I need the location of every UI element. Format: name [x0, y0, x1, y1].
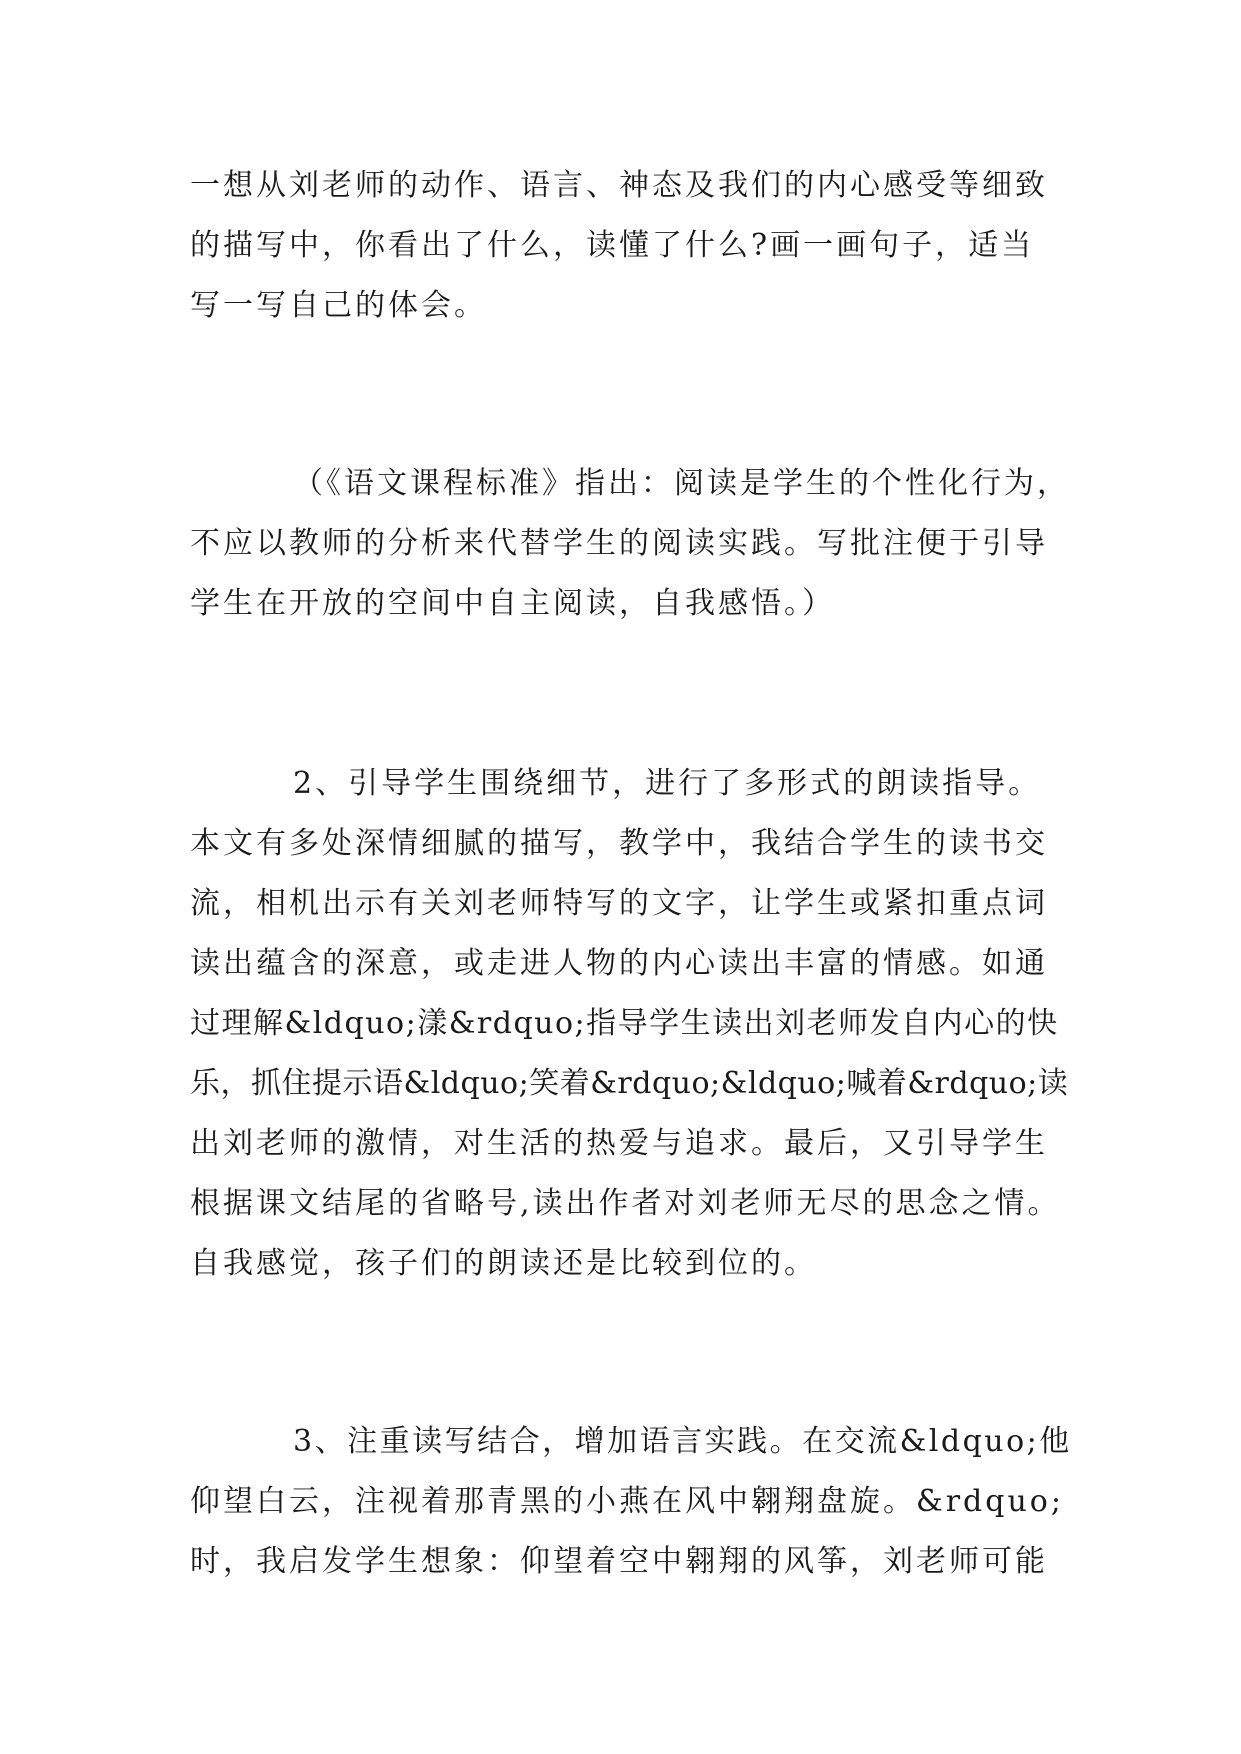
- paragraph-3-line-9: 自我感觉，孩子们的朗读还是比较到位的。: [190, 1246, 817, 1281]
- paragraph-3-line-4: 读出蕴含的深意，或走进人物的内心读出丰富的情感。如通: [190, 946, 1048, 981]
- paragraph-3-line-1: 2、引导学生围绕细节，进行了多形式的朗读指导。: [293, 766, 1042, 801]
- paragraph-3-line-7: 出刘老师的激情，对生活的热爱与追求。最后，又引导学生: [190, 1126, 1048, 1161]
- paragraph-2-line-2: 不应以教师的分析来代替学生的阅读实践。写批注便于引导: [190, 526, 1048, 561]
- paragraph-1-line-1: 一想从刘老师的动作、语言、神态及我们的内心感受等细致: [190, 168, 1048, 203]
- paragraph-3-line-3: 流，相机出示有关刘老师特写的文字，让学生或紧扣重点词: [190, 886, 1048, 921]
- paragraph-3-line-8: 根据课文结尾的省略号,读出作者对刘老师无尽的思念之情。: [190, 1186, 1061, 1221]
- paragraph-3-line-6: 乐，抓住提示语&ldquo;笑着&rdquo;&ldquo;喊着&rdquo;读: [190, 1066, 1069, 1101]
- paragraph-4-line-1: 3、注重读写结合，增加语言实践。在交流&ldquo;他: [293, 1424, 1072, 1459]
- paragraph-3-line-2: 本文有多处深情细腻的描写，教学中，我结合学生的读书交: [190, 826, 1048, 861]
- paragraph-4-line-2: 仰望白云，注视着那青黑的小燕在风中翱翔盘旋。&rdquo;: [190, 1484, 1064, 1519]
- paragraph-3-line-5: 过理解&ldquo;漾&rdquo;指导学生读出刘老师发自内心的快: [190, 1006, 1059, 1041]
- paragraph-2-line-1: （《语文课程标准》指出：阅读是学生的个性化行为，: [293, 466, 1070, 501]
- paragraph-1-line-3: 写一写自己的体会。: [190, 288, 487, 323]
- paragraph-2-line-3: 学生在开放的空间中自主阅读，自我感悟。）: [190, 586, 835, 621]
- paragraph-4-line-3: 时，我启发学生想象：仰望着空中翱翔的风筝，刘老师可能: [190, 1544, 1048, 1579]
- paragraph-1-line-2: 的描写中，你看出了什么，读懂了什么?画一画句子，适当: [190, 228, 1035, 263]
